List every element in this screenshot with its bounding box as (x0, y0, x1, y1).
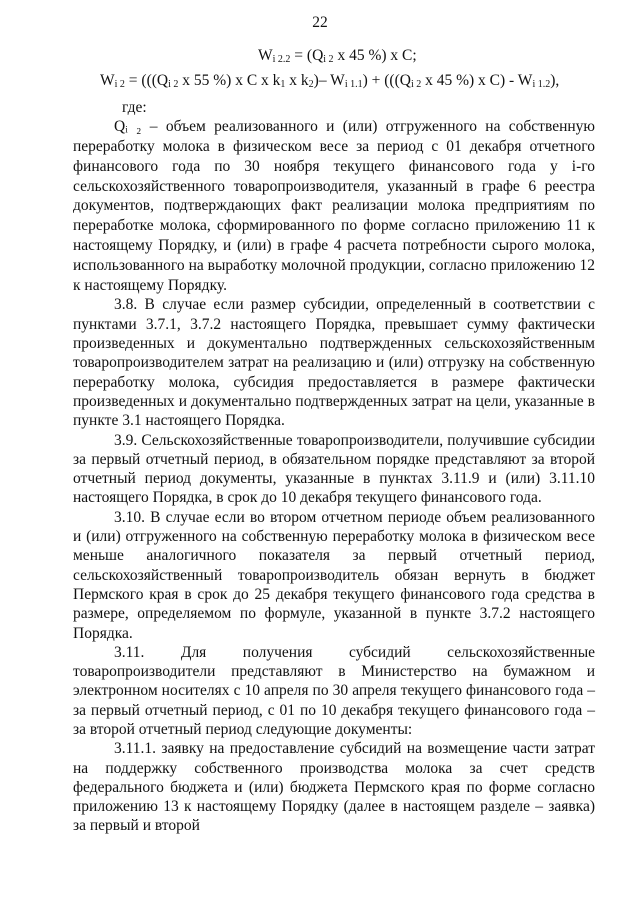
where-label: где: (122, 99, 147, 116)
page-number: 22 (312, 14, 328, 31)
formula-w-i-2: $W_{i 2} = (((Q_{i 2}$ x 55 %) x C x $k_1$ x $k_2)-$ $W_{i 1.1}) + (((Q_{i 2}$ x 45 %) x $C) - W_{i 1.2}$), (100, 72, 560, 90)
paragraph-3-9: 3.9. Сельскохозяйственные товаропроизводители, получившие субсидии за первый отчетный период, в обязательном порядке представляют за второй отчетный период документы, указанные в пунктах 3.11.9 и (или) 3.11.10 настоящего Порядка, в срок до 10 декабря текущего финансового года. (73, 431, 595, 507)
formula-w-i-2-2: $W_{i 2.2} = (Q_{i 2}$ x 45 %) x C; (258, 47, 417, 65)
paragraph-q-definition: Qᵢ ₂ – объем реализованного и (или) отгруженного на собственную переработку молока в физическом весе за период с 01 декабря отчетного финансового года по 30 ноября текущего финансового года у i-го сельскохозяйственного товаропроизводителя, указанный в графе 6 реестра документов, подтверждающих факт реализации молока предприятиям по переработке молока, сформированного по форме согласно приложению 11 к настоящему Порядку, и (или) в графе 4 расчета потребности сырого молока, использованного на выработку молочной продукции, согласно приложению 12 к настоящему Порядку. (73, 118, 595, 294)
paragraph-3-10: 3.10. В случае если во втором отчетном периоде объем реализованного и (или) отгруженного на собственную переработку молока в физическом весе меньше аналогичного показателя за первый отчетный период, сельскохозяйственный товаропроизводитель обязан вернуть в бюджет Пермского края в срок до 25 декабря текущего финансового года средства в размере, определяемом по формуле, указанной в пункте 3.7.2 настоящего Порядка. (73, 508, 595, 642)
paragraph-3-11-1: 3.11.1. заявку на предоставление субсидий на возмещение части затрат на поддержку собственного производства молока за счет средств федерального бюджета и (или) бюджета Пермского края по форме согласно приложению 13 к настоящему Порядку (далее в настоящем разделе – заявка) за первый и второй (73, 740, 595, 835)
document-body (73, 98, 595, 836)
paragraph-3-8: 3.8. В случае если размер субсидии, определенный в соответствии с пунктами 3.7.1, 3.7.2 настоящего Порядка, превышает сумму фактически произведенных и документально подтвержденных сельскохозяйственным товаропроизводителем затрат на реализацию и (или) отгрузку на собственную переработку молока, субсидия предоставляется в размере фактически произведенных и документально подтвержденных затрат на цели, указанные в пункте 3.1 настоящего Порядка. (73, 296, 595, 430)
paragraph-3-11: 3.11. Для получения субсидий сельскохозяйственные товаропроизводители представляют в Министерство на бумажном и электронном носителях с 10 апреля по 30 апреля текущего финансового года – за первый отчетный период, с 01 по 10 декабря текущего финансового года – за второй отчетный период следующие документы: (73, 643, 595, 738)
